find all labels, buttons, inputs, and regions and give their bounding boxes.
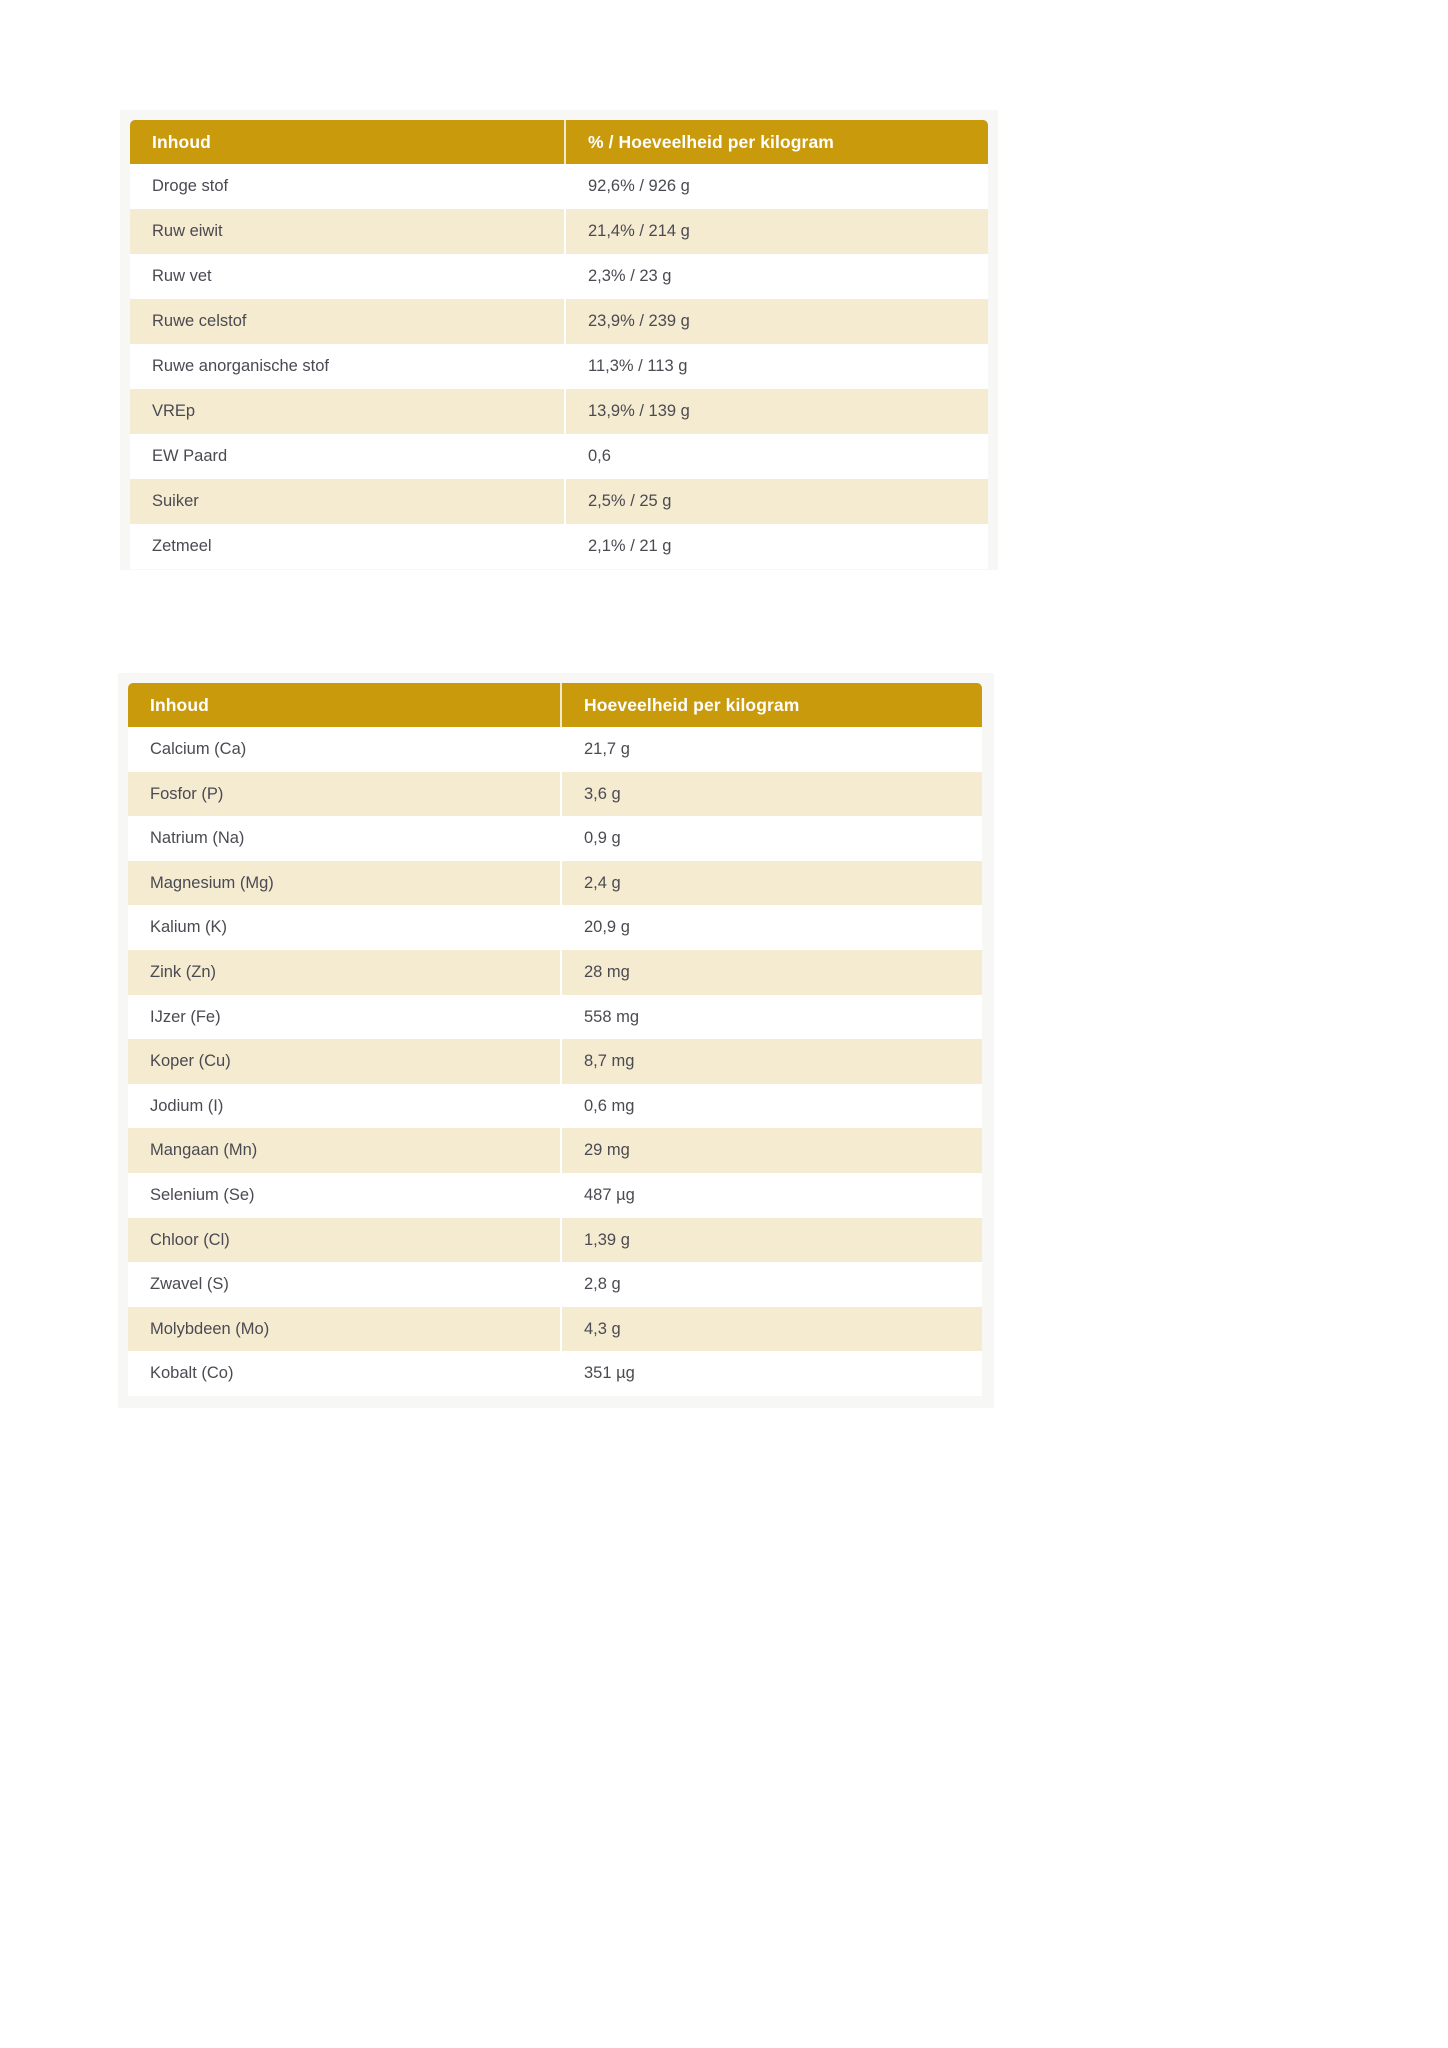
cell-inhoud <box>128 1262 561 1307</box>
cell-inhoud-label: Suiker <box>152 492 199 511</box>
cell-amount-value: 1,39 g <box>584 1230 630 1249</box>
nutritional-composition-table-panel <box>120 110 998 570</box>
cell-amount <box>561 1351 982 1396</box>
cell-amount-value: 23,9% / 239 g <box>588 312 690 331</box>
cell-inhoud-label: Zwavel (S) <box>150 1275 229 1294</box>
cell-inhoud <box>128 1173 561 1218</box>
cell-inhoud <box>128 1128 561 1173</box>
cell-amount <box>565 389 988 434</box>
table-row <box>130 389 988 434</box>
cell-amount-value: 351 µg <box>584 1364 635 1383</box>
cell-inhoud <box>130 479 565 524</box>
table-body <box>130 164 988 569</box>
table-row <box>130 344 988 389</box>
cell-inhoud-label: Magnesium (Mg) <box>150 873 274 892</box>
cell-amount <box>561 772 982 817</box>
cell-amount-value: 2,5% / 25 g <box>588 492 672 511</box>
cell-inhoud-label: IJzer (Fe) <box>150 1007 221 1026</box>
cell-amount-value: 29 mg <box>584 1141 630 1160</box>
cell-inhoud <box>130 434 565 479</box>
cell-amount <box>561 1084 982 1129</box>
cell-inhoud <box>128 861 561 906</box>
table-header-row <box>128 683 982 727</box>
table-row <box>128 1351 982 1396</box>
table-row <box>128 1262 982 1307</box>
cell-amount <box>561 1262 982 1307</box>
cell-inhoud <box>128 995 561 1040</box>
table-row <box>128 1039 982 1084</box>
cell-inhoud <box>128 772 561 817</box>
cell-inhoud <box>130 389 565 434</box>
cell-amount-value: 558 mg <box>584 1007 640 1026</box>
table-row <box>128 905 982 950</box>
cell-inhoud-label: Ruw vet <box>152 267 212 286</box>
table-row <box>130 254 988 299</box>
cell-amount-value: 0,9 g <box>584 829 621 848</box>
table-header <box>130 120 988 164</box>
cell-amount-value: 2,1% / 21 g <box>588 537 672 556</box>
cell-inhoud-label: Jodium (I) <box>150 1096 224 1115</box>
table-row <box>130 524 988 569</box>
cell-inhoud <box>130 254 565 299</box>
cell-amount <box>565 524 988 569</box>
cell-amount <box>561 995 982 1040</box>
table-row <box>128 861 982 906</box>
table-row <box>130 209 988 254</box>
cell-amount <box>561 1173 982 1218</box>
cell-inhoud-label: Ruwe celstof <box>152 312 247 331</box>
cell-inhoud <box>128 816 561 861</box>
minerals-and-trace-elements-table <box>128 683 982 1396</box>
cell-inhoud-label: Molybdeen (Mo) <box>150 1319 270 1338</box>
cell-inhoud <box>128 1039 561 1084</box>
cell-inhoud <box>130 524 565 569</box>
cell-amount <box>561 1307 982 1352</box>
cell-amount <box>565 434 988 479</box>
cell-amount <box>561 1039 982 1084</box>
cell-amount <box>561 905 982 950</box>
cell-inhoud <box>130 299 565 344</box>
column-header-inhoud: Inhoud <box>128 683 561 727</box>
cell-inhoud-label: Zink (Zn) <box>150 963 216 982</box>
cell-amount-value: 4,3 g <box>584 1319 621 1338</box>
cell-amount-value: 21,7 g <box>584 740 630 759</box>
table-row <box>130 299 988 344</box>
cell-amount <box>561 727 982 772</box>
cell-amount <box>565 254 988 299</box>
cell-amount <box>561 861 982 906</box>
cell-amount <box>565 299 988 344</box>
cell-amount-value: 2,8 g <box>584 1275 621 1294</box>
cell-inhoud-label: Fosfor (P) <box>150 784 224 803</box>
cell-amount-value: 13,9% / 139 g <box>588 402 690 421</box>
cell-inhoud <box>128 727 561 772</box>
cell-inhoud-label: Kobalt (Co) <box>150 1364 234 1383</box>
table-row <box>128 772 982 817</box>
cell-amount <box>561 1128 982 1173</box>
cell-amount <box>565 344 988 389</box>
nutritional-composition-table <box>130 120 988 569</box>
cell-amount-value: 20,9 g <box>584 918 630 937</box>
cell-inhoud <box>130 344 565 389</box>
table-row <box>130 479 988 524</box>
cell-amount-value: 487 µg <box>584 1185 635 1204</box>
cell-inhoud-label: Calcium (Ca) <box>150 740 247 759</box>
table-row <box>128 995 982 1040</box>
cell-inhoud-label: Ruw eiwit <box>152 222 223 241</box>
cell-inhoud-label: EW Paard <box>152 447 228 466</box>
cell-amount-value: 11,3% / 113 g <box>588 357 688 376</box>
table-body <box>128 727 982 1396</box>
column-header-amount: Hoeveelheid per kilogram <box>561 683 982 727</box>
cell-amount-value: 0,6 mg <box>584 1096 635 1115</box>
cell-amount-value: 92,6% / 926 g <box>588 177 690 196</box>
cell-inhoud-label: Ruwe anorganische stof <box>152 357 330 376</box>
cell-amount-value: 3,6 g <box>584 784 621 803</box>
cell-inhoud <box>130 209 565 254</box>
cell-amount <box>565 209 988 254</box>
cell-inhoud-label: Kalium (K) <box>150 918 228 937</box>
cell-inhoud-label: Mangaan (Mn) <box>150 1141 258 1160</box>
cell-amount <box>561 816 982 861</box>
table-row <box>130 434 988 479</box>
cell-inhoud-label: VREp <box>152 402 196 421</box>
table-row <box>130 164 988 209</box>
column-header-amount: % / Hoeveelheid per kilogram <box>565 120 988 164</box>
cell-amount-value: 0,6 <box>588 447 611 466</box>
table-row <box>128 1218 982 1263</box>
cell-amount <box>561 1218 982 1263</box>
table-row <box>128 1084 982 1129</box>
cell-inhoud <box>128 950 561 995</box>
cell-amount-value: 21,4% / 214 g <box>588 222 690 241</box>
cell-inhoud-label: Natrium (Na) <box>150 829 245 848</box>
cell-inhoud <box>128 1084 561 1129</box>
table-row <box>128 950 982 995</box>
table-row <box>128 1173 982 1218</box>
column-header-inhoud: Inhoud <box>130 120 565 164</box>
minerals-table-panel <box>118 673 994 1408</box>
cell-amount <box>565 479 988 524</box>
cell-inhoud-label: Selenium (Se) <box>150 1185 255 1204</box>
cell-inhoud-label: Chloor (Cl) <box>150 1230 230 1249</box>
table-header <box>128 683 982 727</box>
cell-amount <box>565 164 988 209</box>
table-row <box>128 727 982 772</box>
cell-amount-value: 28 mg <box>584 963 630 982</box>
table-row <box>128 816 982 861</box>
cell-amount-value: 8,7 mg <box>584 1052 635 1071</box>
cell-inhoud-label: Koper (Cu) <box>150 1052 231 1071</box>
cell-inhoud <box>128 905 561 950</box>
cell-amount-value: 2,3% / 23 g <box>588 267 672 286</box>
cell-amount <box>561 950 982 995</box>
cell-inhoud-label: Droge stof <box>152 177 229 196</box>
table-header-row <box>130 120 988 164</box>
table-row <box>128 1307 982 1352</box>
table-row <box>128 1128 982 1173</box>
cell-amount-value: 2,4 g <box>584 873 621 892</box>
cell-inhoud <box>130 164 565 209</box>
cell-inhoud <box>128 1307 561 1352</box>
cell-inhoud <box>128 1218 561 1263</box>
cell-inhoud-label: Zetmeel <box>152 537 212 556</box>
cell-inhoud <box>128 1351 561 1396</box>
